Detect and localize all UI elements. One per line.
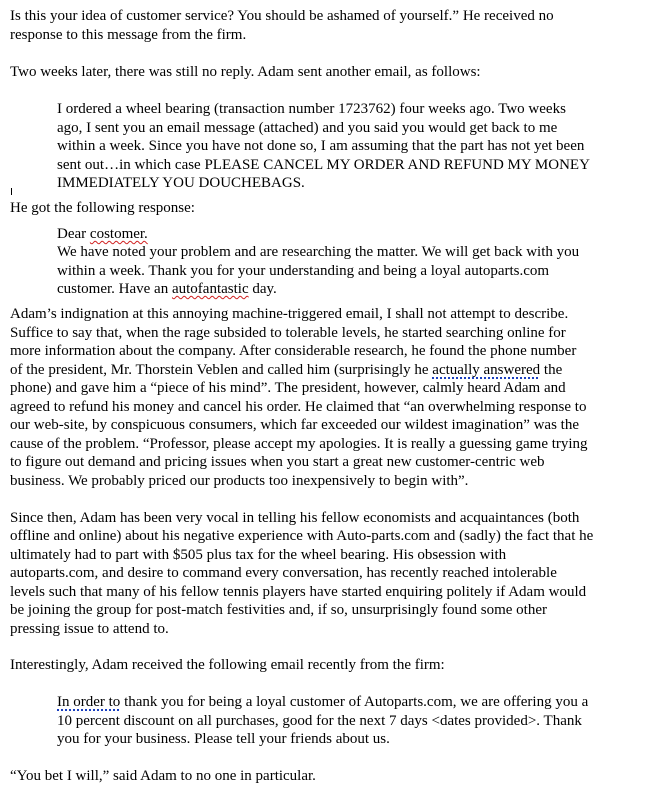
paragraph-line: “You bet I will,” said Adam to no one in particular. (10, 768, 316, 784)
grammar-flagged-text: In order to (57, 694, 121, 710)
quote-line: IMMEDIATELY YOU DOUCHEBAGS. (57, 175, 305, 191)
misspelled-word: costomer. (89, 226, 148, 242)
paragraph-line: to figure out demand and pricing issues when you start a great new customer-centric web (10, 454, 545, 470)
misspelled-word: autofantastic (171, 281, 249, 297)
quote-line: within a week. Since you have not done so, I am assuming that the part has not yet been (57, 138, 585, 154)
paragraph-line: cause of the problem. “Professor, please accept my apologies. It is really a guessing game trying (10, 436, 588, 452)
paragraph-line: He got the following response: (10, 200, 195, 216)
paragraph-line: agreed to refund his money and cancel his order. He claimed that “an overwhelming response to (10, 399, 587, 415)
quote-line: 10 percent discount on all purchases, good for the next 7 days <dates provided>. Thank (57, 713, 582, 729)
quote-line: sent out…in which case PLEASE CANCEL MY ORDER AND REFUND MY MONEY (57, 157, 590, 173)
paragraph-line: Since then, Adam has been very vocal in telling his fellow economists and acquaintances (both (10, 510, 580, 526)
paragraph-line: Adam’s indignation at this annoying machine-triggered email, I shall not attempt to describe. (10, 306, 569, 322)
text-cursor (11, 188, 12, 195)
paragraph-text: of the president, Mr. Thorstein Veblen and called him (surprisingly he (10, 362, 433, 378)
paragraph-line: offline and online) about his negative experience with Auto-parts.com and (sadly) the fact that he (10, 528, 594, 544)
quote-line: within a week. Thank you for your understanding and being a loyal autoparts.com (57, 263, 550, 279)
paragraph-line: Is this your idea of customer service? You should be ashamed of yourself.” He received no (10, 8, 554, 24)
quote-text: customer. Have an (57, 281, 172, 297)
paragraph-line: Two weeks later, there was still no reply. Adam sent another email, as follows: (10, 64, 481, 80)
quote-line: you for your business. Please tell your friends about us. (57, 731, 390, 747)
paragraph-line: autoparts.com, and desire to command every conversation, has recently reached intolerable (10, 565, 557, 581)
paragraph-line: Suffice to say that, when the rage subsided to tolerable levels, he started searching online for (10, 325, 566, 341)
paragraph-line: Interestingly, Adam received the following email recently from the firm: (10, 657, 445, 673)
paragraph-line: pressing issue to attend to. (10, 621, 169, 637)
quote-line (57, 280, 277, 299)
greeting-text: Dear (57, 226, 90, 242)
grammar-flagged-text: actually answered (432, 362, 541, 378)
quote-line (57, 225, 148, 244)
quote-line: ago, I sent you an email message (attached) and you said you would get back to me (57, 120, 558, 136)
paragraph-text: the (540, 362, 563, 378)
paragraph-line: our web-site, by conspicuous consumers, which far exceeded our wildest imagination” was the (10, 417, 580, 433)
paragraph-line: more information about the company. After considerable research, he found the phone number (10, 343, 577, 359)
quote-line (57, 693, 588, 712)
quote-text: day. (248, 281, 277, 297)
paragraph-line: response to this message from the firm. (10, 27, 247, 43)
paragraph-line: ultimately had to part with $505 plus tax for the wheel bearing. His obsession with (10, 547, 507, 563)
paragraph-line: levels such that many of his fellow tennis players have started enquiring politely if Adam would (10, 584, 587, 600)
paragraph-line: phone) and gave him a “piece of his mind”. The president, however, calmly heard Adam and (10, 380, 566, 396)
quote-text: thank you for being a loyal customer of Autoparts.com, we are offering you a (120, 694, 589, 710)
paragraph-line: business. We probably priced our products too inexpensively to begin with”. (10, 473, 469, 489)
paragraph-line (10, 361, 562, 380)
quote-line: I ordered a wheel bearing (transaction number 1723762) four weeks ago. Two weeks (57, 101, 566, 117)
quote-line: We have noted your problem and are researching the matter. We will get back with you (57, 244, 580, 260)
paragraph-line: be joining the group for post-match festivities and, if so, unsurprisingly found some other (10, 602, 547, 618)
